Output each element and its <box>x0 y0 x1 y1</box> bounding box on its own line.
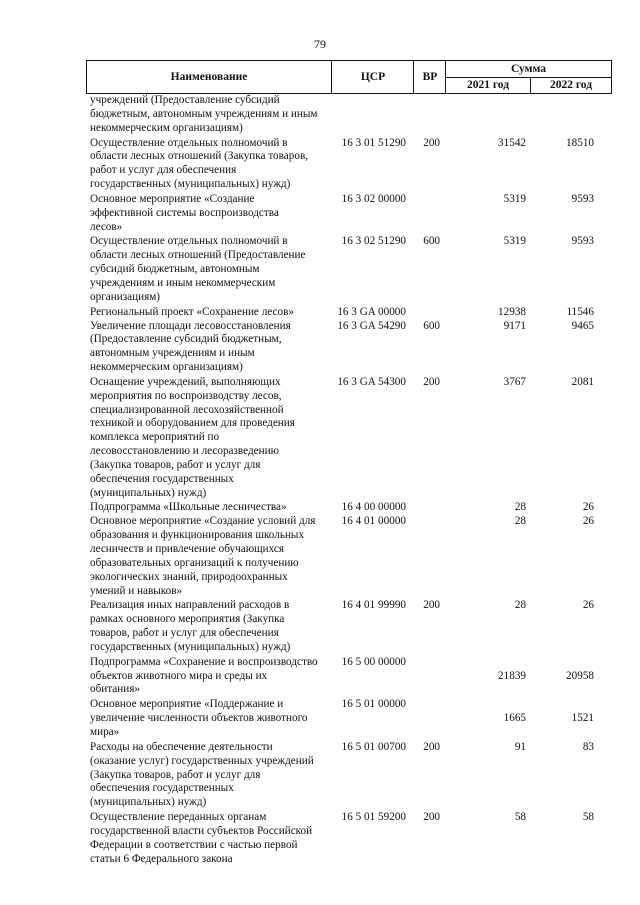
row-csr <box>318 94 406 136</box>
table-row <box>86 235 612 304</box>
table-row <box>86 599 612 654</box>
row-csr: 16 4 01 99990 <box>341 599 406 612</box>
row-vr <box>406 193 440 235</box>
table-row <box>86 306 612 375</box>
row-vr: 600 <box>423 235 440 248</box>
row-name: Основное мероприятие «Создание эффективной системы воспроизводства лесов» <box>90 192 279 233</box>
row-sum-2022: 18510 <box>566 136 594 149</box>
row-sum-2021: 12938 9171 <box>498 305 526 332</box>
header-name: Наименование <box>170 71 248 83</box>
table-row <box>86 811 612 866</box>
table-row <box>86 193 612 235</box>
row-sum-2021: 5319 <box>503 235 526 248</box>
row-csr: 16 3 02 51290 <box>341 235 406 248</box>
row-sum-2022: 9593 <box>571 235 594 248</box>
row-vr: 200 <box>423 136 440 149</box>
budget-table <box>86 60 612 866</box>
table-row <box>86 137 612 192</box>
row-sum-2022: 20958 <box>566 669 594 682</box>
row-csr: 16 3 01 51290 <box>341 136 406 149</box>
row-vr <box>406 698 440 740</box>
row-sum-2021: 91 <box>514 740 526 753</box>
row-name: Подпрограмма «Сохранение и воспроизводство объектов животного мира и среды их обитания» <box>90 655 318 696</box>
row-vr: 600 <box>423 319 440 332</box>
header-vr: ВР <box>413 61 446 93</box>
row-csr: 16 4 00 00000 16 4 01 00000 <box>341 501 406 528</box>
row-sum-2022: 1521 <box>571 712 594 725</box>
row-csr: 16 5 01 00000 <box>341 698 406 711</box>
row-csr: 16 5 01 00700 <box>341 740 406 753</box>
row-name: Реализация иных направлений расходов в рамках основного мероприятия (Закупка товаров, работ и услуг для обеспечения государственных (муниципальных) нужд) <box>90 599 291 653</box>
row-sum-2021: 21839 <box>498 669 526 682</box>
row-sum-2022: 26 26 <box>582 501 594 528</box>
header-csr: ЦСР <box>331 61 414 93</box>
row-vr <box>406 94 440 136</box>
row-sum-2022 <box>526 94 594 136</box>
table-row <box>86 376 612 501</box>
row-sum-2022: 58 <box>582 811 594 824</box>
row-vr: 200 <box>423 740 440 753</box>
row-csr: 16 5 01 59200 <box>341 811 406 824</box>
row-name: Оснащение учреждений, выполняющих мероприятия по воспроизводству лесов, специализированной лесохозяйственной техникой и оборудованием для проведения комплекса мероприятий по лесовосстановлению и лесоразведению (Закупка товаров, работ и услуг для обеспечения государственных (муниципальных) нужд) <box>90 375 295 499</box>
row-sum-2022: 2081 <box>571 375 594 388</box>
page-number: 79 <box>314 37 326 51</box>
table-row <box>86 698 612 740</box>
row-vr: 200 <box>423 811 440 824</box>
table-row <box>86 501 612 598</box>
row-sum-2021: 28 <box>514 599 526 612</box>
header-sum-group <box>445 61 611 93</box>
row-sum-2021 <box>440 94 526 136</box>
table-row <box>86 656 612 698</box>
row-sum-2021: 3767 <box>503 375 526 388</box>
row-sum-2022: 83 <box>582 740 594 753</box>
header-year-2021: 2021 год <box>466 79 510 91</box>
table-body <box>86 94 612 866</box>
row-name: Расходы на обеспечение деятельности (оказание услуг) государственных учреждений (Закупка товаров, работ и услуг для обеспечения государственных (муниципальных) нужд) <box>90 740 314 809</box>
row-vr <box>406 656 440 698</box>
header-year-2022: 2022 год <box>530 77 611 93</box>
header-sum: Сумма <box>446 61 611 78</box>
row-sum-2021: 1665 <box>503 712 526 725</box>
row-vr: 200 <box>423 599 440 612</box>
row-sum-2022: 9593 <box>571 192 594 205</box>
row-name: Региональный проект «Сохранение лесов» Увеличение площади лесовосстановления (Предоставление субсидий бюджетным, автономным учреждениям и иным некоммерческим организациям) <box>90 305 294 374</box>
row-sum-2022: 26 <box>582 599 594 612</box>
row-name: Осуществление переданных органам государственной власти субъектов Российской Федерации в соответствии с частью первой статьи 6 Федерального закона <box>90 811 313 865</box>
table-header <box>86 60 612 94</box>
row-name: Осуществление отдельных полномочий в области лесных отношений (Закупка товаров, работ и услуг для обеспечения государственных (муниципальных) нужд) <box>90 136 309 191</box>
row-sum-2021: 28 28 <box>514 501 526 528</box>
row-sum-2021: 58 <box>514 811 526 824</box>
row-sum-2022: 11546 9465 <box>566 305 594 332</box>
row-csr: 16 3 02 00000 <box>341 192 406 205</box>
row-vr: 200 <box>423 375 440 388</box>
row-csr: 16 3 GA 00000 16 3 GA 54290 <box>337 305 406 332</box>
row-vr <box>406 501 440 598</box>
row-sum-2021: 5319 <box>503 192 526 205</box>
row-name: Подпрограмма «Школьные лесничества» Основное мероприятие «Создание условий для образования и функционирования школьных лесничеств и привлечение обучающихся образовательных организаций к получению экологических знаний, природоохранных умений и навыков» <box>90 501 316 597</box>
row-csr: 16 3 GA 54300 <box>337 375 406 388</box>
table-row <box>86 741 612 810</box>
row-sum-2021: 31542 <box>498 136 526 149</box>
table-row <box>86 94 612 136</box>
row-name: Основное мероприятие «Поддержание и увеличение численности объектов животного мира» <box>90 698 308 738</box>
row-name: Осуществление отдельных полномочий в области лесных отношений (Предоставление субсидий бюджетным, автономным учреждениям и иным некоммерческим организациям) <box>90 235 306 303</box>
row-name: учреждений (Предоставление субсидий бюджетным, автономным учреждениям и иным некоммерческим организациям) <box>90 94 318 134</box>
row-csr: 16 5 00 00000 <box>341 655 406 668</box>
